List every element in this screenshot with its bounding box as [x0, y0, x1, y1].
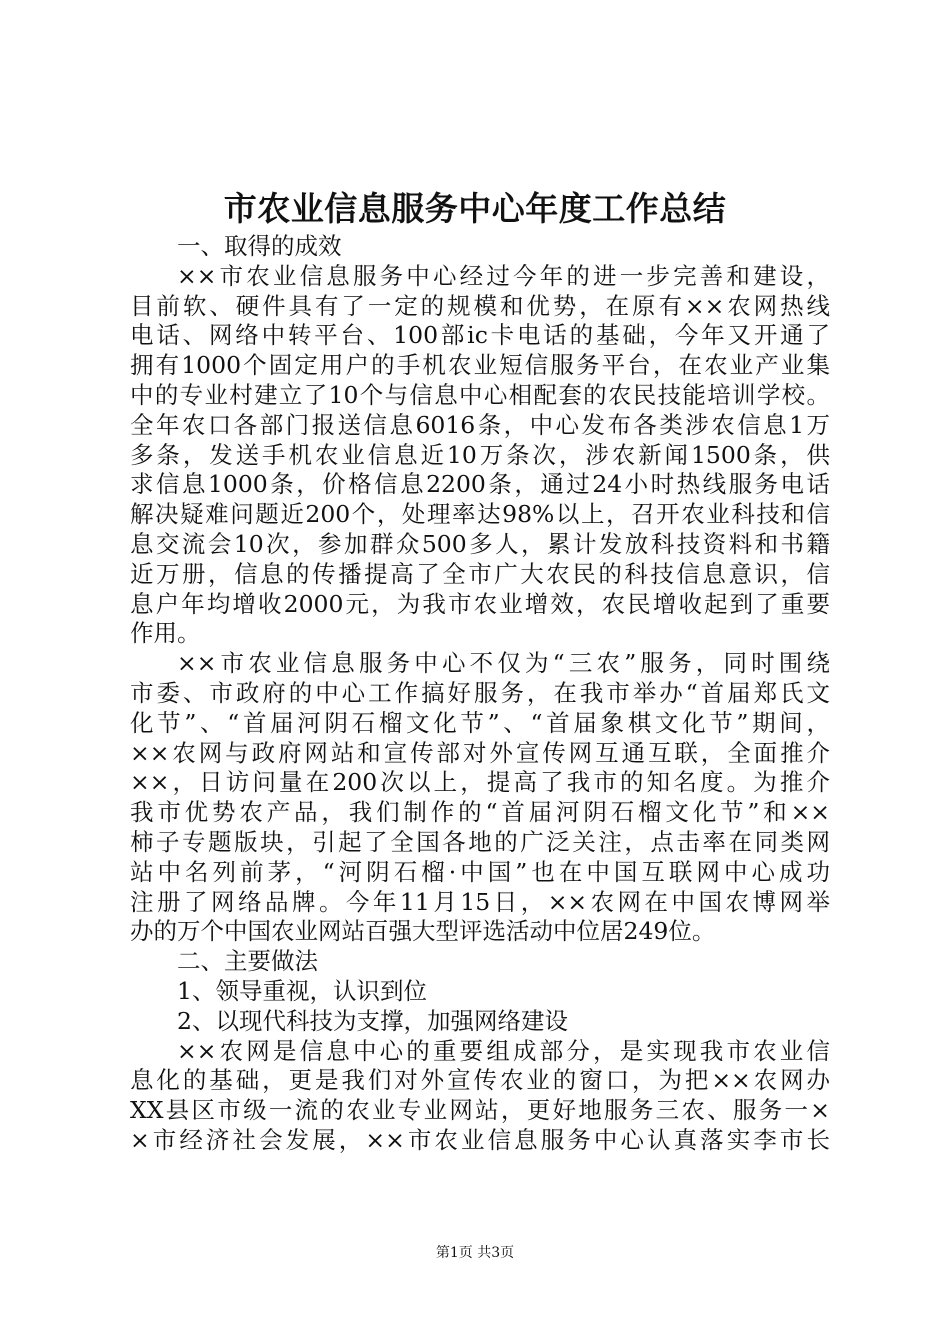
text-line: 我市优势农产品，我们制作的“首届河阴石榴文化节”和××: [130, 798, 830, 827]
text-line: 息化的基础，更是我们对外宣传农业的窗口，为把××农网办: [130, 1066, 830, 1095]
document-body: [130, 232, 830, 1156]
text-line: 柿子专题版块，引起了全国各地的广泛关注，点击率在同类网: [130, 827, 830, 856]
text-line: 站中名列前茅，“河阴石榴·中国”也在中国互联网中心成功: [130, 857, 830, 886]
text-line: 解决疑难问题近200个，处理率达98%以上，召开农业科技和信: [130, 500, 830, 529]
text-line: 拥有1000个固定用户的手机农业短信服务平台，在农业产业集: [130, 351, 830, 380]
page-indicator: 第1页 共3页: [435, 1245, 515, 1261]
text-line: 近万册，信息的传播提高了全市广大农民的科技信息意识，信: [130, 559, 830, 588]
text-line: 全年农口各部门报送信息6016条，中心发布各类涉农信息1万: [130, 410, 830, 439]
text-line: 求信息1000条，价格信息2200条，通过24小时热线服务电话: [130, 470, 830, 499]
text-line: ××农网是信息中心的重要组成部分，是实现我市农业信: [177, 1036, 830, 1065]
text-line: 1、领导重视，认识到位: [177, 976, 427, 1005]
text-line: 办的万个中国农业网站百强大型评选活动中位居249位。: [130, 917, 716, 946]
text-line: ××农网与政府网站和宣传部对外宣传网互通互联，全面推介: [130, 738, 830, 767]
text-line: 2、以现代科技为支撑，加强网络建设: [177, 1006, 568, 1035]
text-line: ××，日访问量在200次以上，提高了我市的知名度。为推介: [130, 768, 831, 797]
text-line: 目前软、硬件具有了一定的规模和优势，在原有××农网热线: [130, 291, 830, 320]
text-line: ××市农业信息服务中心不仅为“三农”服务，同时围绕: [177, 649, 830, 678]
text-line: XX县区市级一流的农业专业网站，更好地服务三农、服务一×: [130, 1096, 830, 1125]
text-line: 二、主要做法: [177, 947, 318, 976]
text-line: 化节”、“首届河阴石榴文化节”、“首届象棋文化节”期间，: [130, 708, 830, 737]
text-line: 注册了网络品牌。今年11月15日，××农网在中国农博网举: [130, 887, 830, 916]
text-line: 电话、网络中转平台、100部ic卡电话的基础，今年又开通了: [130, 321, 830, 350]
text-line: 多条，发送手机农业信息近10万条次，涉农新闻1500条，供: [130, 440, 830, 469]
text-line: 市委、市政府的中心工作搞好服务，在我市举办“首届郑氏文: [130, 678, 830, 707]
document-title: 市农业信息服务中心年度工作总结: [223, 189, 727, 228]
text-line: ××市农业信息服务中心经过今年的进一步完善和建设，: [177, 261, 830, 290]
text-line: 息户年均增收2000元，为我市农业增效，农民增收起到了重要: [130, 589, 830, 618]
text-line: 一、取得的成效: [177, 232, 342, 260]
text-line: 中的专业村建立了10个与信息中心相配套的农民技能培训学校。: [130, 380, 830, 409]
text-line: 息交流会10次，参加群众500多人，累计发放科技资料和书籍: [130, 529, 830, 558]
text-line: 作用。: [130, 619, 201, 648]
text-line: ×市经济社会发展，××市农业信息服务中心认真落实李市长: [130, 1125, 830, 1154]
